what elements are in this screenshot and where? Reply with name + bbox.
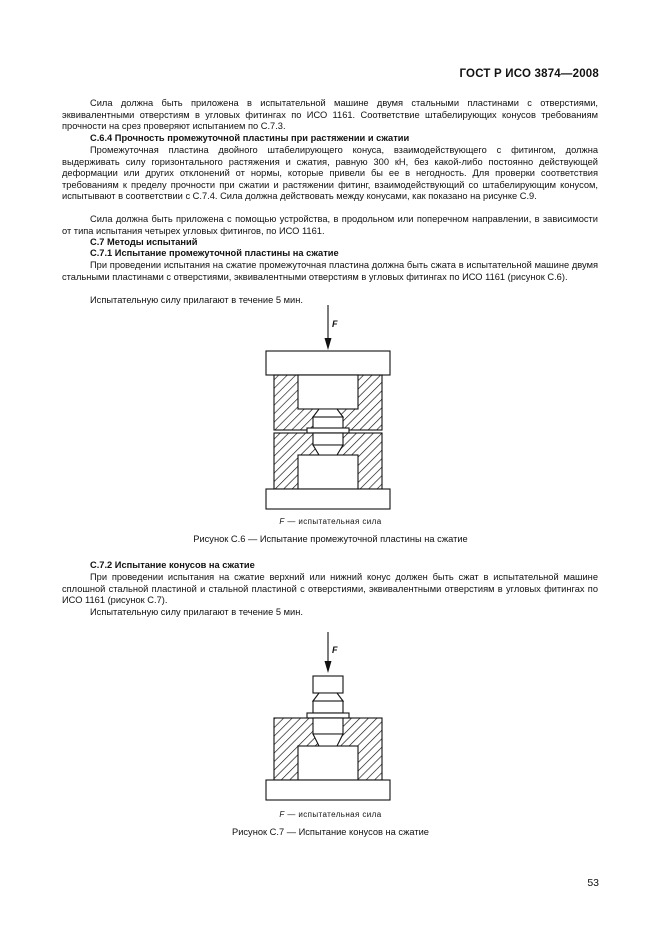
solid-steel-plate xyxy=(313,676,343,693)
legend-symbol-c6: F xyxy=(279,517,285,526)
legend-text-c7: — испытательная сила xyxy=(284,810,382,819)
paragraph-force-application: Сила должна быть приложена в испытательной машине двумя стальными пластинами с отверстиями, эквивалентными отверстиям в угловых фитингах по ИСО 1161. Соответствие штабелирующих конусов требованиям прочности на срез проверяют испытанием по С.7.3. xyxy=(62,98,598,132)
page-number: 53 xyxy=(587,877,599,889)
paragraph-plate-compression: При проведении испытания на сжатие промежуточная пластина должна быть сжата в испытательной машине двумя стальными пластинами с отверстиями, эквивалентными отверстиям в угловых фитингах по ИСО 1161 (рисунок С.6). xyxy=(62,260,598,282)
section-heading-c64: С.6.4 Прочность промежуточной пластины при растяжении и сжатии xyxy=(90,133,410,143)
paragraph-test-duration-1: Испытательную силу прилагают в течение 5 мин. xyxy=(90,295,303,305)
force-label-c6: F xyxy=(332,319,338,329)
section-heading-c72: С.7.2 Испытание конусов на сжатие xyxy=(90,560,255,570)
cone-neck xyxy=(313,693,343,701)
legend-c7 xyxy=(0,810,661,819)
cone-flange xyxy=(307,713,349,718)
paragraph-intermediate-plate: Промежуточная пластина двойного штабелирующего конуса, взаимодействующего с фитингом, должна выдерживать силу горизонтального растяжения и сжатия, равную 300 кН, без какой-либо постоянно действующей деформации или других отклонений от нормы, которые привели бы ее в негодность. Для проверки соответствия требованиям к пределу прочности при сжатии и растяжении фитинг, взаимодействующий со штабелирующим конусом, испытывают в соответствии с С.7.4. Сила должна действовать между конусами, как показано на рисунке С.9. xyxy=(62,145,598,202)
paragraph-test-duration-2: Испытательную силу прилагают в течение 5 мин. xyxy=(90,607,303,617)
section-heading-c71: С.7.1 Испытание промежуточной пластины на сжатие xyxy=(90,248,339,258)
bottom-steel-plate-c7 xyxy=(266,780,390,800)
cone-c7 xyxy=(313,734,343,746)
document-header: ГОСТ Р ИСО 3874—2008 xyxy=(459,68,599,80)
section-heading-c7: С.7 Методы испытаний xyxy=(90,237,198,247)
paragraph-force-device: Сила должна быть приложена с помощью устройства, в продольном или поперечном направлении, в зависимости от типа испытания четырех угловых фитингов, по ИСО 1161. xyxy=(62,214,598,236)
force-arrow-c7 xyxy=(325,632,332,673)
figure-c7-caption: Рисунок С.7 — Испытание конусов на сжатие xyxy=(232,827,429,837)
paragraph-cone-compression: При проведении испытания на сжатие верхний или нижний конус должен быть сжат в испытательной машине сплошной стальной пластиной и стальной пластиной с отверстиями, эквивалентными отверстиям в угловых фитингах по ИСО 1161 (рисунок С.7). xyxy=(62,572,598,606)
force-label-c7: F xyxy=(332,645,338,655)
legend-symbol-c7: F xyxy=(279,810,285,819)
legend-text-c6: — испытательная сила xyxy=(284,517,382,526)
figure-c6-caption: Рисунок С.6 — Испытание промежуточной пластины на сжатие xyxy=(193,534,468,544)
